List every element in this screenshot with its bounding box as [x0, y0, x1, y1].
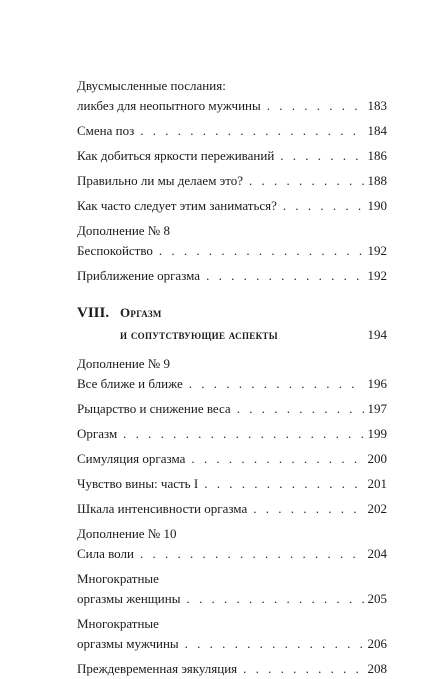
- dot-leader: [185, 634, 364, 654]
- dot-leader: [123, 424, 363, 444]
- toc-entry-page-number: 190: [367, 198, 387, 213]
- toc-entry[interactable]: [77, 424, 387, 444]
- toc-entry-title: Рыцарство и снижение веса: [77, 401, 231, 416]
- toc-entry[interactable]: [77, 569, 387, 609]
- toc-entry-line: [77, 449, 387, 469]
- toc-entry-title: Многократные: [77, 571, 159, 586]
- toc-entry-page-number: 208: [367, 661, 387, 676]
- toc-entry-title: Приближение оргазма: [77, 268, 201, 283]
- toc-entry-title: Двусмысленные послания:: [77, 78, 226, 93]
- dot-leader: [283, 196, 364, 216]
- toc-entry-page-number: 199: [367, 426, 387, 441]
- toc-entry-page-number: 197: [367, 401, 387, 416]
- toc-entry-title: Сила воли: [77, 546, 134, 561]
- toc-entry[interactable]: [77, 399, 387, 419]
- toc-entry-line: [77, 589, 387, 609]
- toc-entry-page-number: 206: [367, 636, 387, 651]
- toc-entry[interactable]: [77, 354, 387, 394]
- toc-entry-line: [77, 474, 387, 494]
- dot-leader: [186, 589, 363, 609]
- dot-leader: [267, 96, 364, 116]
- toc-entry-line-continued: [77, 76, 387, 96]
- toc-entry-line-continued: [77, 524, 387, 544]
- toc-entry-title: Симуляция оргазма: [77, 451, 186, 466]
- toc-entry[interactable]: [77, 196, 387, 216]
- toc-entry-title: Чувство вины: часть I: [77, 476, 199, 491]
- toc-entry[interactable]: [77, 614, 387, 654]
- toc-entry-title: Многократные: [77, 616, 159, 631]
- toc-entry-line: [77, 374, 387, 394]
- toc-entry[interactable]: [77, 146, 387, 166]
- chapter-page-number: 194: [367, 327, 387, 342]
- toc-entry-title: Правильно ли мы делаем это?: [77, 173, 244, 188]
- chapter-entries: [77, 354, 387, 679]
- dot-leader: [249, 171, 363, 191]
- toc-entry-title: оргазмы женщины: [77, 591, 181, 606]
- table-of-contents: [77, 76, 387, 679]
- toc-entry[interactable]: [77, 449, 387, 469]
- toc-entry-line-continued: [77, 569, 387, 589]
- toc-entry-page-number: 184: [367, 123, 387, 138]
- bottom-edge-artifact: [170, 667, 270, 678]
- toc-entry-title: Оргазм: [77, 426, 118, 441]
- dot-leader: [189, 374, 364, 394]
- toc-entry-line-continued: [77, 221, 387, 241]
- toc-entry-page-number: 188: [367, 173, 387, 188]
- chapter-heading: [77, 302, 387, 324]
- toc-entry-line: [77, 499, 387, 519]
- toc-entry-page-number: 205: [367, 591, 387, 606]
- toc-entry-title: Шкала интенсивности оргазма: [77, 501, 248, 516]
- dot-leader: [140, 544, 364, 564]
- dot-leader: [280, 146, 363, 166]
- toc-entry-line: [77, 544, 387, 564]
- dot-leader: [237, 399, 364, 419]
- toc-entry-line: [77, 121, 387, 141]
- toc-entry-page-number: 186: [367, 148, 387, 163]
- dot-leader: [140, 121, 363, 141]
- toc-entry-page-number: 200: [367, 451, 387, 466]
- toc-entry-page-number: 196: [367, 376, 387, 391]
- toc-entry-page-number: 204: [367, 546, 387, 561]
- toc-entry-line: [77, 196, 387, 216]
- toc-entry-line: [77, 96, 387, 116]
- toc-entry[interactable]: [77, 499, 387, 519]
- toc-entry-title: Беспокойство: [77, 243, 153, 258]
- toc-entry-title: Дополнение № 10: [77, 526, 177, 541]
- toc-entry-line: [77, 266, 387, 286]
- toc-entry-title: Как часто следует этим заниматься?: [77, 198, 277, 213]
- toc-entry[interactable]: [77, 524, 387, 564]
- toc-entry-title: Смена поз: [77, 123, 135, 138]
- dot-leader: [206, 266, 363, 286]
- toc-entry-title: Дополнение № 9: [77, 356, 170, 371]
- toc-entry-line: [77, 634, 387, 654]
- toc-entry[interactable]: [77, 474, 387, 494]
- dot-leader: [159, 241, 364, 261]
- toc-entry-title: Все ближе и ближе: [77, 376, 183, 391]
- chapter-number: VIII.: [77, 305, 110, 321]
- toc-entry-line: [77, 146, 387, 166]
- toc-entry-line: [77, 171, 387, 191]
- toc-entry[interactable]: [77, 266, 387, 286]
- toc-entry-page-number: 202: [367, 501, 387, 516]
- toc-entry-title: Преждевременная эякуляция: [77, 661, 238, 676]
- toc-entry-line: [77, 241, 387, 261]
- toc-entry-title: оргазмы мужчины: [77, 636, 179, 651]
- toc-entry[interactable]: [77, 121, 387, 141]
- toc-entry-page-number: 192: [367, 268, 387, 283]
- toc-entry-line-continued: [77, 354, 387, 374]
- chapter-title-line2: и сопутствующие аспекты: [120, 327, 278, 342]
- toc-entry-page-number: 183: [367, 98, 387, 113]
- chapter-title-line1: Оргазм: [120, 305, 162, 320]
- toc-entry-page-number: 201: [367, 476, 387, 491]
- toc-entry-line-continued: [77, 614, 387, 634]
- toc-entry[interactable]: [77, 76, 387, 116]
- toc-entry[interactable]: [77, 221, 387, 261]
- section-entries: [77, 76, 387, 286]
- dot-leader: [204, 474, 363, 494]
- toc-entry-line: [77, 399, 387, 419]
- chapter-heading-sub: [77, 324, 387, 346]
- dot-leader: [253, 499, 363, 519]
- toc-entry-title: Дополнение № 8: [77, 223, 170, 238]
- toc-entry[interactable]: [77, 171, 387, 191]
- toc-entry-title: ликбез для неопытного мужчины: [77, 98, 261, 113]
- toc-entry-title: Как добиться яркости переживаний: [77, 148, 275, 163]
- dot-leader: [191, 449, 363, 469]
- toc-entry-page-number: 192: [367, 243, 387, 258]
- toc-entry-line: [77, 424, 387, 444]
